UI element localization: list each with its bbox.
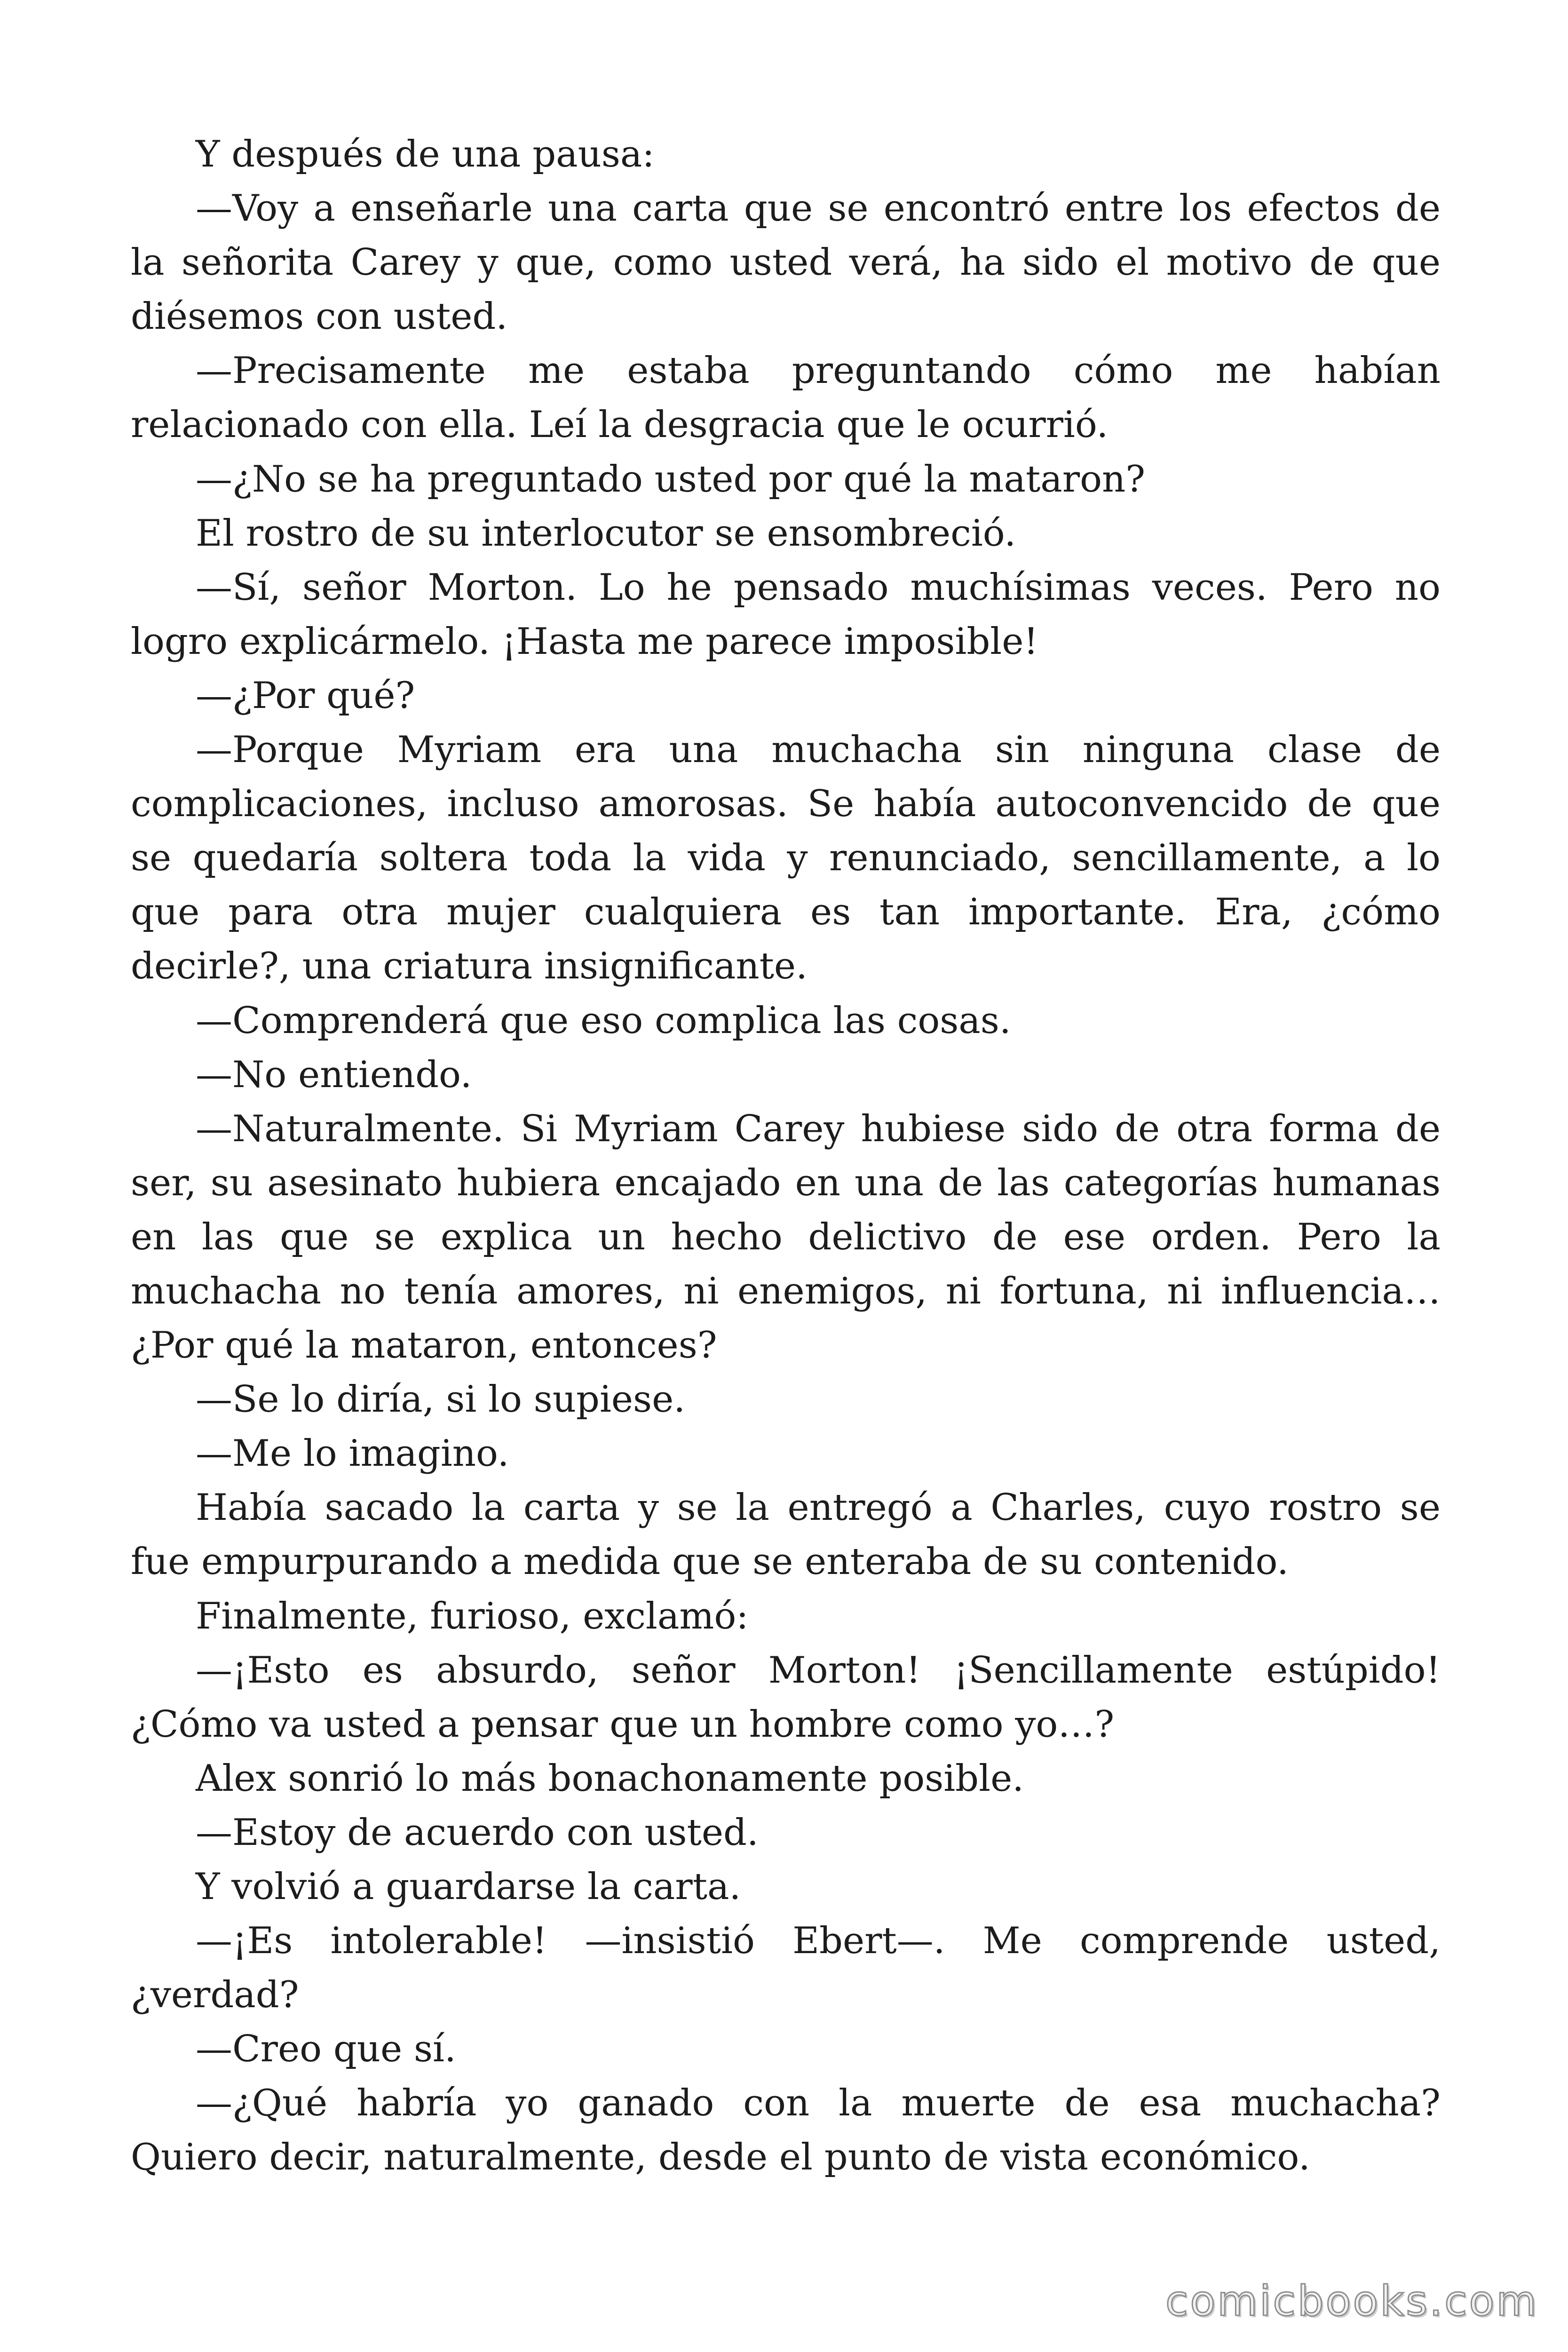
paragraph — [131, 994, 1441, 1048]
text-line: —¡Es intolerable! —insistió Ebert—. Me comprende usted, — [196, 1920, 1441, 1963]
paragraph — [131, 507, 1441, 561]
text-line: logro explicármelo. ¡Hasta me parece imposible! — [131, 620, 1038, 663]
text-line: El rostro de su interlocutor se ensombreció. — [196, 512, 1016, 555]
text-line: —Porque Myriam era una muchacha sin ninguna clase de — [196, 729, 1441, 771]
paragraph — [131, 344, 1441, 452]
paragraph — [131, 1752, 1441, 1806]
text-line: complicaciones, incluso amorosas. Se había autoconvencido de que — [131, 783, 1441, 826]
paragraph — [131, 1102, 1441, 1373]
text-line: —¿Qué habría yo ganado con la muerte de esa muchacha? — [196, 2082, 1441, 2125]
paragraph — [131, 127, 1441, 182]
paragraph — [131, 453, 1441, 507]
text-line: ¿verdad? — [131, 1974, 299, 2017]
text-line: —Naturalmente. Si Myriam Carey hubiese sido de otra forma de — [196, 1107, 1441, 1150]
text-line: ¿Por qué la mataron, entonces? — [131, 1324, 717, 1367]
paragraph — [131, 669, 1441, 723]
text-line: diésemos con usted. — [131, 295, 508, 338]
text-line: que para otra mujer cualquiera es tan importante. Era, ¿cómo — [131, 891, 1441, 934]
paragraph — [131, 1048, 1441, 1102]
text-line: se quedaría soltera toda la vida y renunciado, sencillamente, a lo — [131, 837, 1441, 880]
text-line: —Comprenderá que eso complica las cosas. — [196, 999, 1011, 1042]
paragraph — [131, 561, 1441, 669]
text-line: Había sacado la carta y se la entregó a Charles, cuyo rostro se — [196, 1486, 1441, 1529]
text-line: ser, su asesinato hubiera encajado en una de las categorías humanas — [131, 1161, 1441, 1204]
paragraph — [131, 1914, 1441, 2022]
text-line: decirle?, una criatura insignificante. — [131, 945, 808, 988]
watermark: comicbooks.com — [1165, 2277, 1539, 2325]
text-line: fue empurpurando a medida que se enteraba de su contenido. — [131, 1541, 1289, 1583]
paragraph — [131, 723, 1441, 993]
text-line: —Voy a enseñarle una carta que se encontró entre los efectos de — [196, 187, 1441, 230]
text-line: Y volvió a guardarse la carta. — [196, 1866, 741, 1908]
text-line: en las que se explica un hecho delictivo de ese orden. Pero la — [131, 1216, 1441, 1258]
text-line: la señorita Carey y que, como usted verá, ha sido el motivo de que — [131, 241, 1441, 284]
paragraph — [131, 1806, 1441, 1860]
text-line: —Se lo diría, si lo supiese. — [196, 1378, 686, 1421]
paragraph — [131, 1860, 1441, 1914]
paragraph — [131, 1481, 1441, 1589]
text-line: —Creo que sí. — [196, 2028, 456, 2071]
text-line: ¿Cómo va usted a pensar que un hombre como yo…? — [131, 1703, 1115, 1746]
text-line: Alex sonrió lo más bonachonamente posible. — [196, 1757, 1024, 1800]
text-line: —¿Por qué? — [196, 674, 415, 717]
text-line: —Me lo imagino. — [196, 1432, 509, 1475]
text-line: muchacha no tenía amores, ni enemigos, ni fortuna, ni influencia… — [131, 1270, 1441, 1312]
paragraph — [131, 182, 1441, 344]
paragraph — [131, 2022, 1441, 2076]
paragraph — [131, 2076, 1441, 2185]
text-line: —¡Esto es absurdo, señor Morton! ¡Sencillamente estúpido! — [196, 1649, 1441, 1692]
text-line: Y después de una pausa: — [196, 133, 655, 175]
paragraph — [131, 1427, 1441, 1481]
paragraph — [131, 1644, 1441, 1752]
text-line: —Estoy de acuerdo con usted. — [196, 1811, 759, 1854]
text-line: —No entiendo. — [196, 1053, 472, 1096]
text-line: Finalmente, furioso, exclamó: — [196, 1595, 749, 1637]
text-line: —Sí, señor Morton. Lo he pensado muchísimas veces. Pero no — [196, 566, 1441, 609]
text-line: relacionado con ella. Leí la desgracia que le ocurrió. — [131, 404, 1109, 446]
body-text — [131, 127, 1441, 2185]
text-line: —¿No se ha preguntado usted por qué la mataron? — [196, 458, 1146, 501]
paragraph — [131, 1589, 1441, 1644]
text-line: Quiero decir, naturalmente, desde el punto de vista económico. — [131, 2136, 1310, 2179]
paragraph — [131, 1373, 1441, 1427]
text-line: —Precisamente me estaba preguntando cómo me habían — [196, 350, 1441, 392]
